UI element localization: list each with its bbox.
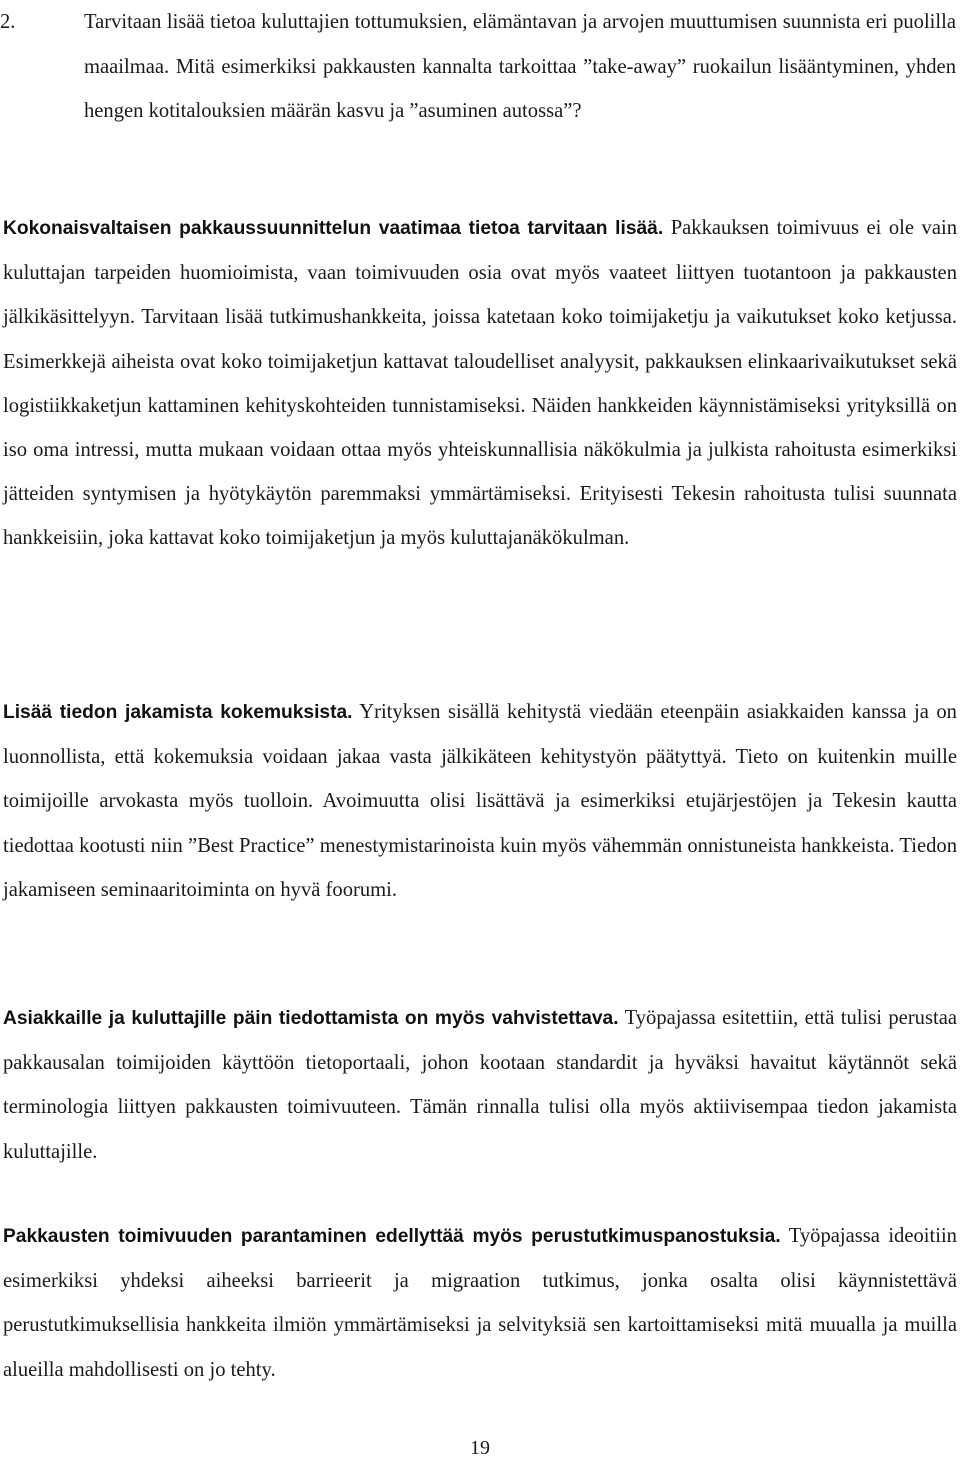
paragraph-sharing (3, 690, 957, 912)
paragraph-body: Pakkauksen toimivuus ei ole vain kuluttajan tarpeiden huomioimista, vaan toimivuuden osia ovat myös vaateet liittyen tuotantoon ja pakkausten jälkikäsittelyyn. Tarvitaan lisää tutkimushankkeita, joissa katetaan koko toimijaketju ja vaikutukset koko ketjussa. Esimerkkejä aiheista ovat koko toimijaketjun kattavat taloudelliset analyysit, pakkauksen elinkaarivaikutukset sekä logistiikkaketjun kattaminen kehityskohteiden tunnistamiseksi. Näiden hankkeiden käynnistämiseksi yrityksillä on iso oma intressi, mutta mukaan voidaan ottaa myös yhteiskunnallisia näkökulmia ja julkista rahoitusta esimerkiksi jätteiden syntymisen ja hyötykäytön paremmaksi ymmärtämiseksi. Erityisesti Tekesin rahoitusta tulisi suunnata hankkeisiin, joka kattavat koko toimijaketjun ja myös kuluttajanäkökulman. (3, 217, 957, 550)
paragraph-heading: Kokonaisvaltaisen pakkaussuunnittelun vaatimaa tietoa tarvitaan lisää. (3, 218, 664, 239)
paragraph-heading: Pakkausten toimivuuden parantaminen edellyttää myös perustutkimuspanostuksia. (3, 1226, 781, 1247)
list-item-number: 2. (0, 11, 16, 33)
paragraph-body: Työpajassa ideoitiin esimerkiksi yhdeksi aiheeksi barrieerit ja migraation tutkimus, jonka osalta olisi käynnistettävä perustutkimuksellisia hankkeita ilmiön ymmärtämiseksi ja selvityksiä sen kartoittamiseksi mitä muualla ja muilla alueilla mahdollisesti on jo tehty. (3, 1225, 957, 1381)
list-item-text: Tarvitaan lisää tietoa kuluttajien tottumuksien, elämäntavan ja arvojen muuttumisen suunnista eri puolilla maailmaa. Mitä esimerkiksi pakkausten kannalta tarkoittaa ”take-away” ruokailun lisääntyminen, yhden hengen kotitalouksien määrän kasvu ja ”asuminen autossa”? (84, 11, 956, 122)
paragraph-heading: Asiakkaille ja kuluttajille päin tiedottamista on myös vahvistettava. (3, 1008, 619, 1029)
page-number: 19 (470, 1437, 490, 1459)
paragraph-body: Yrityksen sisällä kehitystä viedään eteenpäin asiakkaiden kanssa ja on luonnollista, että kokemuksia voidaan jakaa vasta jälkikäteen kehitystyön päätyttyä. Tieto on kuitenkin muille toimijoille arvokasta myös tuolloin. Avoimuutta olisi lisättävä ja esimerkiksi etujärjestöjen ja Tekesin kautta tiedottaa kootusti niin ”Best Practice” menestymistarinoista kuin myös vähemmän onnistuneista hankkeista. Tiedon jakamiseen seminaaritoiminta on hyvä foorumi. (3, 701, 957, 901)
paragraph-basic-research (3, 1214, 957, 1392)
numbered-list-item (0, 0, 956, 134)
paragraph-communication (3, 996, 957, 1174)
paragraph-heading: Lisää tiedon jakamista kokemuksista. (3, 702, 353, 723)
paragraph-body: Työpajassa esitettiin, että tulisi perustaa pakkausalan toimijoiden käyttöön tietoportaali, johon kootaan standardit ja hyväksi havaitut käytännöt sekä terminologia liittyen pakkausten toimivuuteen. Tämän rinnalla tulisi olla myös aktiivisempaa tiedon jakamista kuluttajille. (3, 1007, 957, 1163)
paragraph-knowledge (3, 206, 957, 561)
